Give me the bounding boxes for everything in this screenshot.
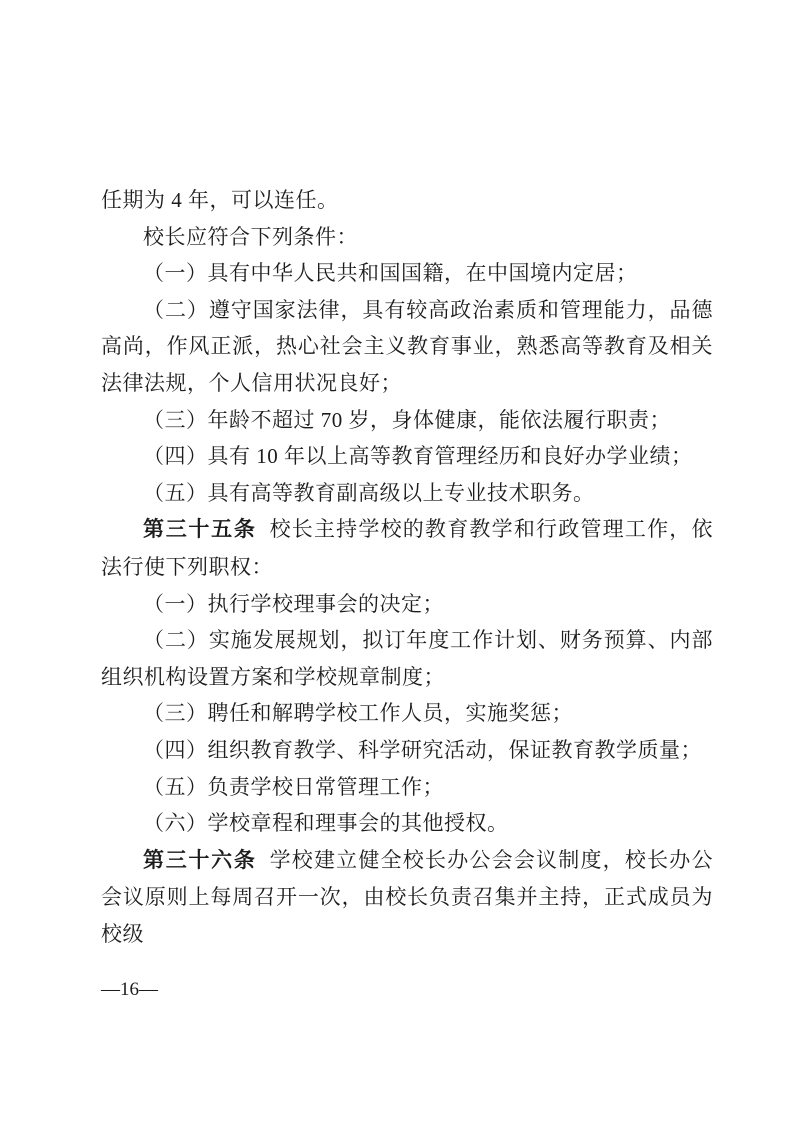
paragraph [101, 842, 713, 953]
text-body [101, 182, 713, 952]
paragraph [101, 292, 713, 402]
paragraph-text: 学校建立健全校长办公会会议制度，校长办公会议原则上每周召开一次，由校长负责召集并主持，正式成员为校级 [101, 847, 714, 946]
paragraph [101, 622, 713, 695]
paragraph [101, 511, 713, 585]
paragraph [101, 255, 713, 292]
paragraph [101, 586, 713, 623]
paragraph [101, 182, 713, 219]
paragraph [101, 402, 713, 439]
paragraph [101, 219, 713, 256]
paragraph-text: 校长主持学校的教育教学和行政管理工作，依法行使下列职权： [101, 517, 714, 579]
paragraph [101, 475, 713, 512]
paragraph-text: （五）具有高等教育副高级以上专业技术职务。 [143, 480, 595, 505]
paragraph-text: 校长应符合下列条件： [143, 224, 358, 249]
paragraph-text: （四）组织教育教学、科学研究活动，保证教育教学质量； [143, 737, 702, 762]
paragraph-text: 任期为 4 年，可以连任。 [101, 188, 339, 212]
paragraph-text: （三）年龄不超过 70 岁，身体健康，能依法履行职责； [143, 407, 671, 432]
paragraph-text: （二）实施发展规划，拟订年度工作计划、财务预算、内部组织机构设置方案和学校规章制度； [101, 628, 713, 689]
paragraph-text: （六）学校章程和理事会的其他授权。 [143, 811, 509, 836]
paragraph [101, 805, 713, 842]
paragraph [101, 438, 713, 475]
paragraph-text: （三）聘任和解聘学校工作人员，实施奖惩； [143, 701, 573, 726]
page-footer [101, 977, 158, 1003]
paragraph [101, 695, 713, 732]
paragraph-text: （一）执行学校理事会的决定； [143, 591, 444, 616]
page-number: —16— [101, 979, 158, 1000]
paragraph-text: （四）具有 10 年以上高等教育管理经历和良好办学业绩； [143, 444, 693, 469]
paragraph-text: （二）遵守国家法律，具有较高政治素质和管理能力，品德高尚，作风正派，热心社会主义教育事业，熟悉高等教育及相关法律法规，个人信用状况良好； [101, 297, 713, 395]
paragraph [101, 732, 713, 769]
article-number: 第三十六条 [143, 848, 257, 872]
paragraph [101, 769, 713, 806]
paragraph-text: （一）具有中华人民共和国国籍，在中国境内定居； [143, 261, 638, 286]
article-number: 第三十五条 [143, 518, 257, 542]
paragraph-text: （五）负责学校日常管理工作； [143, 774, 444, 799]
